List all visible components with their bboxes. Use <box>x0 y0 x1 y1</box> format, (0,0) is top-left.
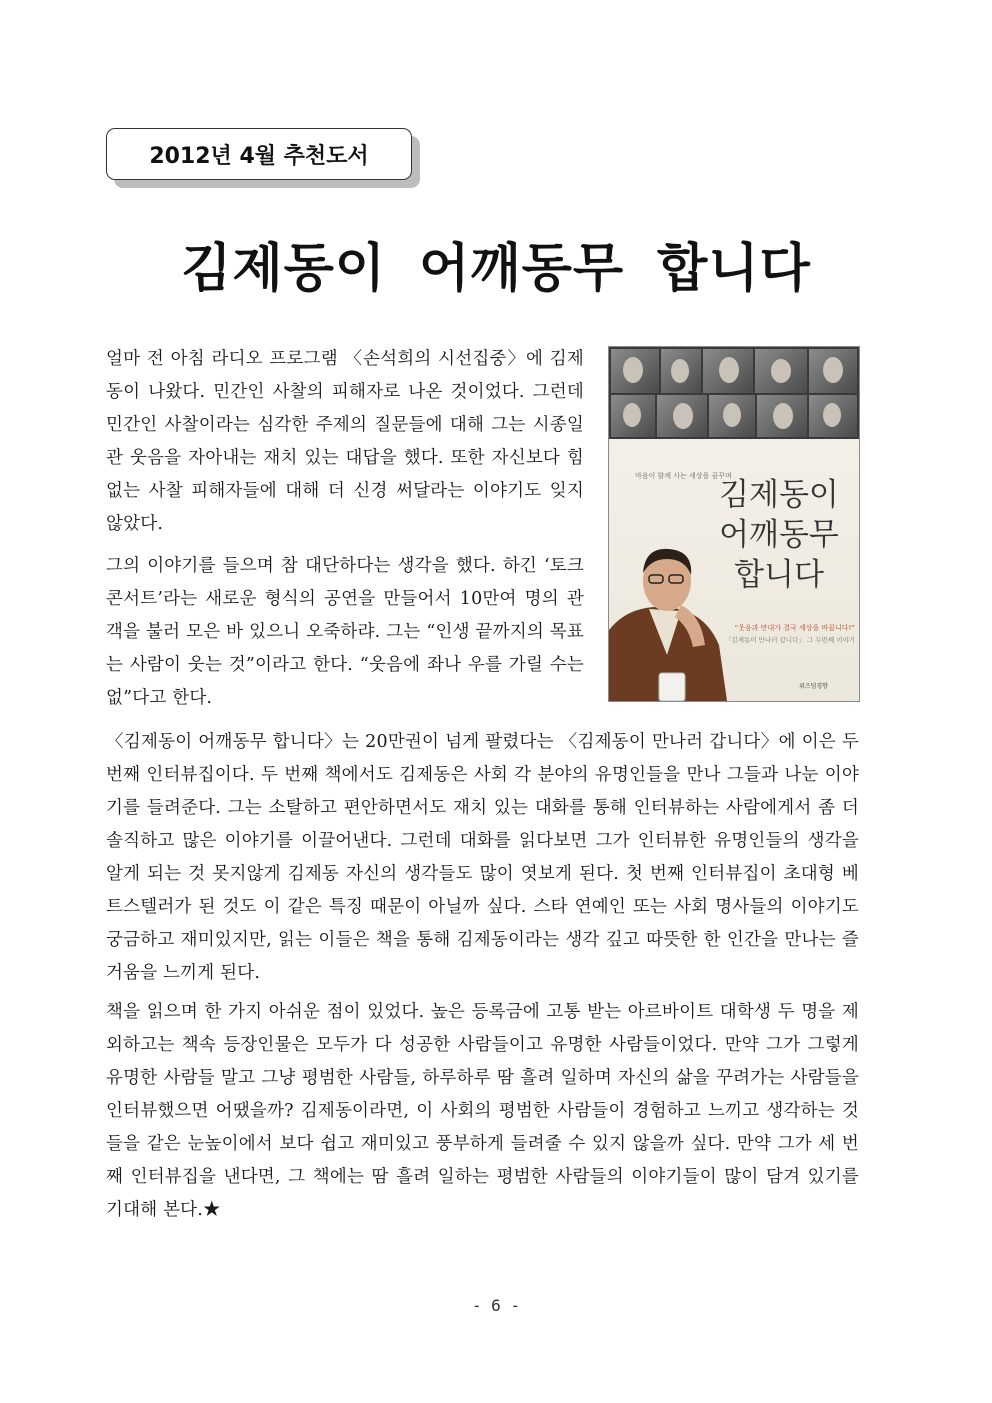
badge-label: 2012년 4월 추천도서 <box>106 128 412 180</box>
cover-title-line-3: 합니다 <box>734 557 824 593</box>
cover-person-illustration <box>609 535 729 701</box>
cover-quote-2: 「김제동이 만나러 갑니다」 그 두번째 이야기 <box>724 636 855 644</box>
page-title: 김제동이 어깨동무 합니다 <box>181 239 811 299</box>
paragraph-2: 그의 이야기를 들으며 참 대단하다는 생각을 했다. 하긴 ‘토크콘서트’라는 새로운 형식의 공연을 만들어서 10만여 명의 관객을 불러 모은 바 있으니 오죽하랴. 그는 “인생 끝까지의 목표는 사람이 웃는 것”이라고 한다. “웃음에 좌나 우를 가릴 수는 없”다고 한다. <box>106 556 584 708</box>
cover-quote-1: “웃음과 만대가 결국 세상을 바꿉니다!” <box>734 624 855 632</box>
paragraph-1: 얼마 전 아침 라디오 프로그램 〈손석희의 시선집중〉에 김제동이 나왔다. 민간인 사찰의 피해자로 나온 것이었다. 그런데 민간인 사찰이라는 심각한 주제의 질문들에 대해 그는 시종일관 웃음을 자아내는 재치 있는 대답을 했다. 또한 자신보다 힘없는 사찰 피해자들에 대해 더 신경 써달라는 이야기도 잊지 않았다. <box>106 349 584 534</box>
recommendation-badge <box>106 128 422 190</box>
cover-title-line-1: 김제동이 <box>719 477 839 513</box>
cover-publisher: 위즈덤경향 <box>799 683 828 690</box>
paragraph-3: 〈김제동이 어깨동무 합니다〉는 20만권이 넘게 팔렸다는 〈김제동이 만나러 갑니다〉에 이은 두 번째 인터뷰집이다. 두 번째 책에서도 김제동은 사회 각 분야의 유명인들을 만나 그들과 나눈 이야기를 들려준다. 그는 소탈하고 편안하면서도 재치 있는 대화를 통해 인터뷰하는 사람에게서 좀 더 솔직하고 많은 이야기를 이끌어낸다. 그런데 대화를 읽다보면 그가 인터뷰한 유명인들의 생각을 알게 되는 것 못지않게 김제동 자신의 생각들도 많이 엿보게 된다. 첫 번째 인터뷰집이 초대형 베트스텔러가 된 것도 이 같은 특징 때문이 아닐까 싶다. 스타 연예인 또는 사회 명사들의 이야기도 궁금하고 재미있지만, 읽는 이들은 책을 통해 김제동이라는 생각 깊고 따뜻한 한 인간을 만나는 즐거움을 느끼게 된다. <box>106 732 859 983</box>
book-cover-image <box>608 346 860 702</box>
cover-tagline: 마음이 함께 사는 세상을 꿈꾸며 <box>635 472 732 480</box>
cover-title-line-2: 어깨동무 <box>719 517 839 553</box>
paragraph-4: 책을 읽으며 한 가지 아쉬운 점이 있었다. 높은 등록금에 고통 받는 아르바이트 대학생 두 명을 제외하고는 책속 등장인물은 모두가 다 성공한 사람들이고 유명한 사람들이었다. 만약 그가 그렇게 유명한 사람들 말고 그냥 평범한 사람들, 하루하루 땀 흘려 일하며 자신의 삶을 꾸려가는 사람들을 인터뷰했으면 어땠을까? 김제동이라면, 이 사회의 평범한 사람들이 경험하고 느끼고 생각하는 것들을 같은 눈높이에서 보다 쉽고 재미있고 풍부하게 들려줄 수 있지 않을까 싶다. 만약 그가 세 번째 인터뷰집을 낸다면, 그 책에는 땀 흘려 일하는 평범한 사람들의 이야기들이 많이 담겨 있기를 기대해 본다.★ <box>106 1002 859 1220</box>
cover-photo-grid <box>609 347 859 439</box>
page-number: - 6 - <box>471 1296 521 1315</box>
